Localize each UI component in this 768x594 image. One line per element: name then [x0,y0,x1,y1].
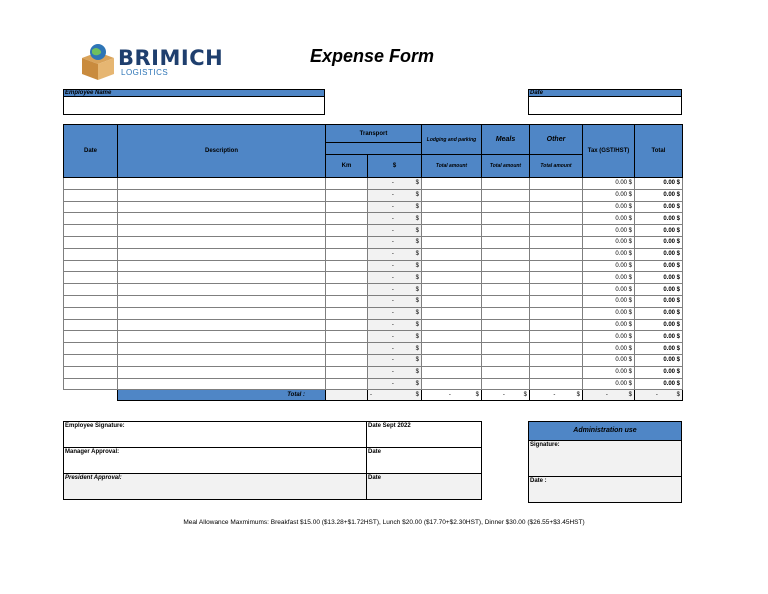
row-date-cell[interactable] [64,295,118,307]
row-date-cell[interactable] [64,354,118,366]
transport-subheader [326,143,422,155]
company-logo [78,42,238,82]
expense-table [63,124,683,401]
totals-row: Total : - $ - $ - $ - $ - $ - $ [64,390,683,401]
row-meals-cell[interactable] [482,343,530,355]
row-tax-cell: 0.00 $ [583,295,635,307]
row-description-cell[interactable] [118,307,326,319]
row-transport-amount: - $ [368,343,422,355]
row-transport-amount: - $ [368,225,422,237]
row-meals-cell[interactable] [482,331,530,343]
expense-row [64,307,683,319]
row-date-cell[interactable] [64,307,118,319]
row-description-cell[interactable] [118,284,326,296]
expense-row [64,236,683,248]
row-km-cell[interactable] [326,201,368,213]
expense-row [64,331,683,343]
row-description-cell[interactable] [118,236,326,248]
row-date-cell[interactable] [64,178,118,190]
row-other-cell[interactable] [530,248,583,260]
lodging-total-amount: Total amount [422,155,482,178]
row-total-cell: 0.00 $ [635,178,683,190]
row-other-cell[interactable] [530,378,583,390]
row-km-cell[interactable] [326,284,368,296]
row-date-cell[interactable] [64,225,118,237]
row-lodging-cell[interactable] [422,354,482,366]
row-km-cell[interactable] [326,378,368,390]
row-tax-cell: 0.00 $ [583,178,635,190]
row-meals-cell[interactable] [482,307,530,319]
row-other-cell[interactable] [530,331,583,343]
row-meals-cell[interactable] [482,284,530,296]
expense-row [64,201,683,213]
row-km-cell[interactable] [326,307,368,319]
row-other-cell[interactable] [530,343,583,355]
row-date-cell[interactable] [64,213,118,225]
row-transport-amount: - $ [368,236,422,248]
row-lodging-cell[interactable] [422,331,482,343]
col-transport: Transport [326,125,422,143]
row-transport-amount: - $ [368,189,422,201]
row-total-cell: 0.00 $ [635,201,683,213]
row-transport-amount: - $ [368,260,422,272]
admin-box [528,421,682,503]
row-description-cell[interactable] [118,178,326,190]
expense-row [64,284,683,296]
expense-row [64,295,683,307]
row-other-cell[interactable] [530,319,583,331]
expense-row [64,178,683,190]
row-km-cell[interactable] [326,272,368,284]
row-lodging-cell[interactable] [422,272,482,284]
row-other-cell[interactable] [530,307,583,319]
row-lodging-cell[interactable] [422,189,482,201]
col-tax: Tax (GST/HST) [583,125,635,178]
page-title: Expense Form [310,46,435,66]
manager-date-field[interactable]: Date [367,448,482,474]
row-transport-amount: - $ [368,178,422,190]
row-tax-cell: 0.00 $ [583,225,635,237]
expense-row [64,213,683,225]
expense-row [64,225,683,237]
row-tax-cell: 0.00 $ [583,236,635,248]
row-description-cell[interactable] [118,378,326,390]
employee-signature-field[interactable]: Employee Signature: [64,422,367,448]
row-lodging-cell[interactable] [422,378,482,390]
row-meals-cell[interactable] [482,295,530,307]
row-meals-cell[interactable] [482,189,530,201]
employee-name-label: Employee Name [63,89,325,96]
row-total-cell: 0.00 $ [635,378,683,390]
row-total-cell: 0.00 $ [635,260,683,272]
row-total-cell: 0.00 $ [635,225,683,237]
employee-date-field[interactable]: Date Sept 2022 [367,422,482,448]
row-tax-cell: 0.00 $ [583,272,635,284]
employee-name-section [63,89,325,115]
expense-row [64,343,683,355]
row-meals-cell[interactable] [482,378,530,390]
col-meals: Meals [482,125,530,155]
row-date-cell[interactable] [64,189,118,201]
row-lodging-cell[interactable] [422,248,482,260]
col-other: Other [530,125,583,155]
row-tax-cell: 0.00 $ [583,331,635,343]
expense-row [64,260,683,272]
row-date-cell[interactable] [64,236,118,248]
row-total-cell: 0.00 $ [635,295,683,307]
row-date-cell[interactable] [64,248,118,260]
row-km-cell[interactable] [326,248,368,260]
logo-brand: BRIMICH [118,46,224,70]
row-meals-cell[interactable] [482,354,530,366]
row-meals-cell[interactable] [482,213,530,225]
row-lodging-cell[interactable] [422,236,482,248]
expense-row [64,272,683,284]
row-lodging-cell[interactable] [422,225,482,237]
manager-approval-field[interactable]: Manager Approval: [64,448,367,474]
row-total-cell: 0.00 $ [635,354,683,366]
row-meals-cell[interactable] [482,272,530,284]
row-tax-cell: 0.00 $ [583,189,635,201]
row-km-cell[interactable] [326,260,368,272]
admin-signature-field[interactable]: Signature: [529,441,681,476]
row-description-cell[interactable] [118,225,326,237]
row-other-cell[interactable] [530,354,583,366]
row-meals-cell[interactable] [482,178,530,190]
row-lodging-cell[interactable] [422,201,482,213]
row-total-cell: 0.00 $ [635,284,683,296]
row-transport-amount: - $ [368,307,422,319]
col-total: Total [635,125,683,178]
row-total-cell: 0.00 $ [635,366,683,378]
expense-row [64,189,683,201]
row-transport-amount: - $ [368,378,422,390]
totals-label: Total : [118,390,326,401]
row-meals-cell[interactable] [482,201,530,213]
row-date-cell[interactable] [64,284,118,296]
row-description-cell[interactable] [118,354,326,366]
row-lodging-cell[interactable] [422,295,482,307]
row-km-cell[interactable] [326,225,368,237]
row-date-cell[interactable] [64,331,118,343]
row-total-cell: 0.00 $ [635,307,683,319]
row-km-cell[interactable] [326,189,368,201]
row-tax-cell: 0.00 $ [583,213,635,225]
row-date-cell[interactable] [64,343,118,355]
row-other-cell[interactable] [530,295,583,307]
date-section [528,89,682,115]
president-date-field[interactable]: Date [367,474,482,500]
expense-row [64,366,683,378]
expense-row [64,248,683,260]
row-lodging-cell[interactable] [422,178,482,190]
row-description-cell[interactable] [118,189,326,201]
row-tax-cell: 0.00 $ [583,284,635,296]
row-transport-amount: - $ [368,248,422,260]
row-transport-amount: - $ [368,319,422,331]
row-meals-cell[interactable] [482,366,530,378]
row-total-cell: 0.00 $ [635,343,683,355]
expense-row [64,319,683,331]
col-date: Date [64,125,118,178]
row-description-cell[interactable] [118,260,326,272]
row-meals-cell[interactable] [482,319,530,331]
row-other-cell[interactable] [530,201,583,213]
box-globe-icon [78,42,118,82]
row-date-cell[interactable] [64,201,118,213]
col-km: Km [326,155,368,178]
row-transport-amount: - $ [368,354,422,366]
col-description: Description [118,125,326,178]
row-other-cell[interactable] [530,178,583,190]
row-description-cell[interactable] [118,331,326,343]
employee-name-field[interactable] [63,96,325,115]
row-lodging-cell[interactable] [422,260,482,272]
row-other-cell[interactable] [530,260,583,272]
row-tax-cell: 0.00 $ [583,378,635,390]
row-description-cell[interactable] [118,295,326,307]
row-tax-cell: 0.00 $ [583,366,635,378]
row-description-cell[interactable] [118,343,326,355]
row-transport-amount: - $ [368,295,422,307]
other-total-amount: Total amount [530,155,583,178]
row-total-cell: 0.00 $ [635,331,683,343]
row-meals-cell[interactable] [482,236,530,248]
row-description-cell[interactable] [118,201,326,213]
row-km-cell[interactable] [326,343,368,355]
row-km-cell[interactable] [326,319,368,331]
row-date-cell[interactable] [64,272,118,284]
row-lodging-cell[interactable] [422,284,482,296]
row-lodging-cell[interactable] [422,366,482,378]
row-lodging-cell[interactable] [422,307,482,319]
row-total-cell: 0.00 $ [635,319,683,331]
expense-row [64,378,683,390]
date-field[interactable] [528,96,682,115]
row-transport-amount: - $ [368,331,422,343]
row-description-cell[interactable] [118,319,326,331]
row-km-cell[interactable] [326,236,368,248]
row-tax-cell: 0.00 $ [583,343,635,355]
row-meals-cell[interactable] [482,248,530,260]
date-label: Date [528,89,682,96]
row-tax-cell: 0.00 $ [583,260,635,272]
row-tax-cell: 0.00 $ [583,248,635,260]
col-dollar: $ [368,155,422,178]
row-lodging-cell[interactable] [422,343,482,355]
row-date-cell[interactable] [64,319,118,331]
row-lodging-cell[interactable] [422,319,482,331]
row-other-cell[interactable] [530,213,583,225]
row-transport-amount: - $ [368,284,422,296]
row-total-cell: 0.00 $ [635,213,683,225]
meal-allowance-note: Meal Allowance Maxmimums: Breakfast $15.00 ($13.28+$1.72HST), Lunch $20.00 ($17.70+$2.30HST), Dinner $30.00 ($26.55+$3.45HST) [183,519,585,526]
row-total-cell: 0.00 $ [635,236,683,248]
row-km-cell[interactable] [326,295,368,307]
row-transport-amount: - $ [368,366,422,378]
row-date-cell[interactable] [64,378,118,390]
row-other-cell[interactable] [530,366,583,378]
meals-total-amount: Total amount [482,155,530,178]
row-tax-cell: 0.00 $ [583,354,635,366]
admin-date-field[interactable]: Date : [529,476,681,502]
row-other-cell[interactable] [530,225,583,237]
row-km-cell[interactable] [326,354,368,366]
row-other-cell[interactable] [530,284,583,296]
row-other-cell[interactable] [530,189,583,201]
row-tax-cell: 0.00 $ [583,307,635,319]
row-transport-amount: - $ [368,272,422,284]
logo-subtitle: LOGISTICS [121,68,169,77]
admin-title: Administration use [529,422,681,441]
row-description-cell[interactable] [118,213,326,225]
row-meals-cell[interactable] [482,260,530,272]
col-lodging: Lodging and parking [422,125,482,155]
row-meals-cell[interactable] [482,225,530,237]
row-km-cell[interactable] [326,366,368,378]
president-approval-field[interactable]: President Approval: [64,474,367,500]
row-description-cell[interactable] [118,366,326,378]
row-transport-amount: - $ [368,201,422,213]
row-total-cell: 0.00 $ [635,272,683,284]
row-description-cell[interactable] [118,272,326,284]
row-km-cell[interactable] [326,213,368,225]
row-total-cell: 0.00 $ [635,189,683,201]
row-date-cell[interactable] [64,366,118,378]
row-transport-amount: - $ [368,213,422,225]
expense-row [64,354,683,366]
row-tax-cell: 0.00 $ [583,201,635,213]
row-km-cell[interactable] [326,331,368,343]
row-km-cell[interactable] [326,178,368,190]
row-other-cell[interactable] [530,272,583,284]
row-tax-cell: 0.00 $ [583,319,635,331]
row-lodging-cell[interactable] [422,213,482,225]
row-date-cell[interactable] [64,260,118,272]
row-total-cell: 0.00 $ [635,248,683,260]
row-description-cell[interactable] [118,248,326,260]
row-other-cell[interactable] [530,236,583,248]
signature-table [63,421,482,500]
